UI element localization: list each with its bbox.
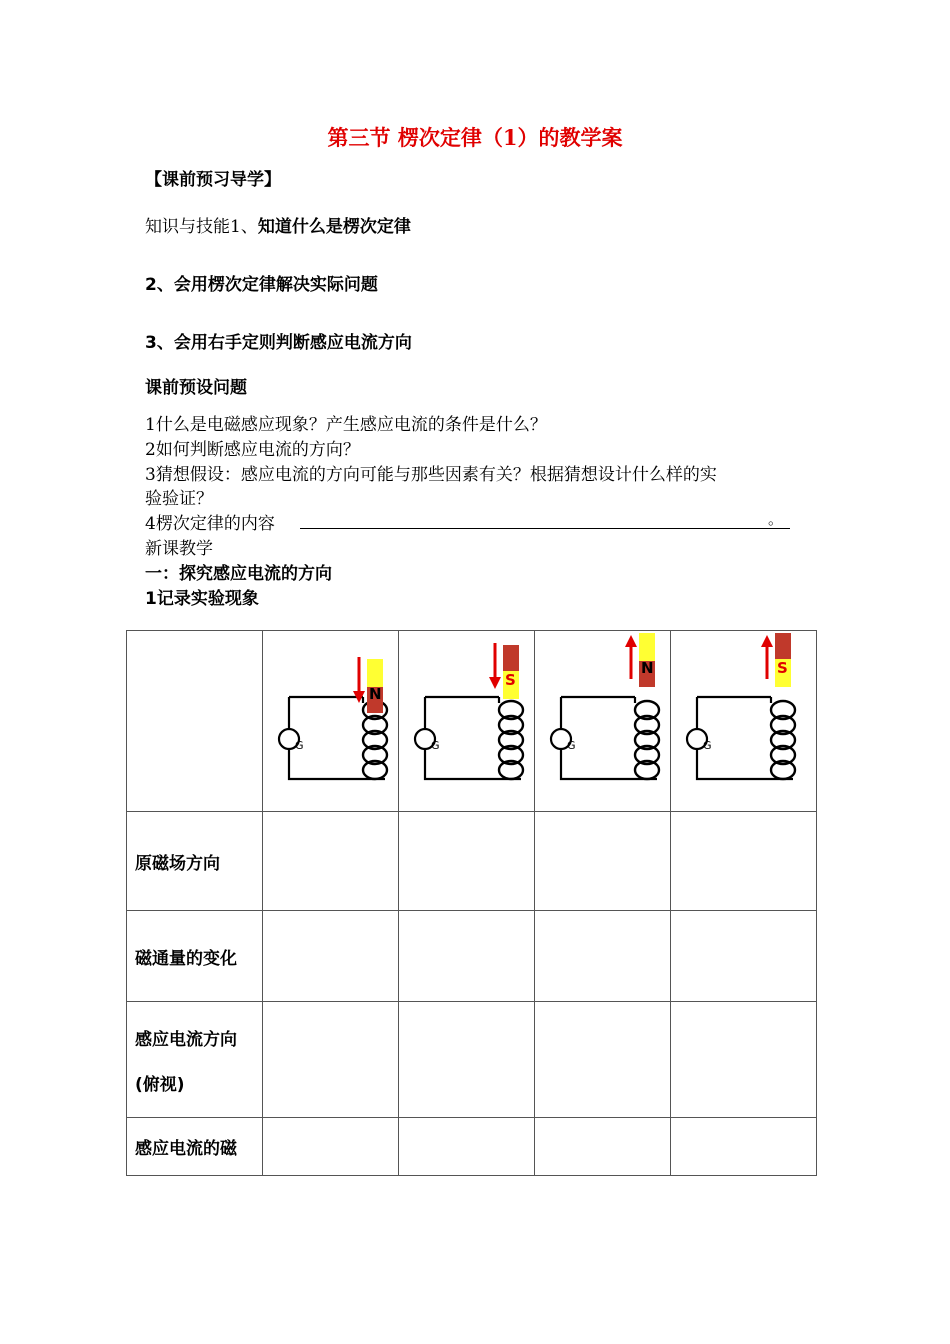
row-label-current-direction <box>127 1002 263 1118</box>
question-4-end: 。 <box>768 510 784 528</box>
circuit-wire <box>561 697 657 779</box>
answer-blank-line[interactable] <box>300 528 760 529</box>
table-row <box>127 1118 817 1176</box>
section-1-heading: 一：探究感应电流的方向 <box>145 564 332 584</box>
circuit-wire <box>697 697 793 779</box>
answer-cell[interactable] <box>671 1118 817 1176</box>
preset-heading: 课前预设问题 <box>145 378 247 398</box>
arrow-up-icon <box>761 635 773 647</box>
circuit-diagram-1 <box>263 631 399 807</box>
answer-cell[interactable] <box>671 911 817 1002</box>
circuit-diagram-2 <box>399 631 535 807</box>
experiment-cell-3 <box>535 631 671 812</box>
answer-cell[interactable] <box>399 911 535 1002</box>
answer-cell[interactable] <box>263 1002 399 1118</box>
question-4: 4楞次定律的内容 <box>145 514 275 534</box>
answer-cell[interactable] <box>399 1002 535 1118</box>
arrow-down-icon <box>489 677 501 689</box>
record-heading: 1记录实验现象 <box>145 589 259 609</box>
magnet-body <box>367 659 383 687</box>
row-label-induced-field: 感应电流的磁 <box>127 1118 263 1176</box>
magnet-pole-label: S <box>777 659 788 677</box>
question-1: 1什么是电磁感应现象？产生感应电流的条件是什么？ <box>145 415 547 435</box>
experiment-cell-4 <box>671 631 817 812</box>
row-label-current-direction-line1: 感应电流方向 <box>135 1029 237 1050</box>
magnet-body <box>775 633 791 659</box>
table-row <box>127 911 817 1002</box>
galvanometer-label: G <box>431 739 440 752</box>
row-label-current-direction-line2: (俯视) <box>135 1074 185 1095</box>
row-label-field-direction: 原磁场方向 <box>127 812 263 911</box>
answer-cell[interactable] <box>535 1002 671 1118</box>
experiment-table <box>126 630 817 1176</box>
magnet-body <box>503 645 519 671</box>
objective-1-prefix: 知识与技能1、 <box>145 217 258 237</box>
answer-cell[interactable] <box>535 1118 671 1176</box>
answer-cell[interactable] <box>671 812 817 911</box>
answer-cell[interactable] <box>399 1118 535 1176</box>
galvanometer-label: G <box>703 739 712 752</box>
question-3-cont: 验验证？ <box>145 489 213 509</box>
table-row <box>127 812 817 911</box>
preview-heading: 【课前预习导学】 <box>145 170 281 190</box>
magnet-pole-label: N <box>369 685 382 703</box>
objective-1-text: 知道什么是楞次定律 <box>257 217 411 237</box>
question-2: 2如何判断感应电流的方向？ <box>145 440 360 460</box>
galvanometer-label: G <box>567 739 576 752</box>
question-3: 3猜想假设：感应电流的方向可能与那些因素有关？根据猜想设计什么样的实 <box>145 465 717 485</box>
row-label-flux-change: 磁通量的变化 <box>127 911 263 1002</box>
answer-cell[interactable] <box>263 911 399 1002</box>
magnet-body <box>639 633 655 661</box>
table-cell-empty <box>127 631 263 812</box>
circuit-wire <box>425 697 521 779</box>
answer-cell[interactable] <box>535 911 671 1002</box>
page-title: 第三节 楞次定律（1）的教学案 <box>327 125 623 150</box>
table-row-diagrams <box>127 631 817 812</box>
galvanometer-label: G <box>295 739 304 752</box>
experiment-cell-1 <box>263 631 399 812</box>
answer-cell[interactable] <box>263 812 399 911</box>
objective-1 <box>145 212 411 237</box>
circuit-diagram-3 <box>535 631 671 807</box>
circuit-diagram-4 <box>671 631 817 807</box>
objective-2: 2、会用楞次定律解决实际问题 <box>145 275 378 295</box>
magnet-pole-label: S <box>505 671 516 689</box>
answer-cell[interactable] <box>399 812 535 911</box>
experiment-cell-2 <box>399 631 535 812</box>
answer-cell[interactable] <box>671 1002 817 1118</box>
answer-cell[interactable] <box>263 1118 399 1176</box>
table-row <box>127 1002 817 1118</box>
arrow-up-icon <box>625 635 637 647</box>
answer-cell[interactable] <box>535 812 671 911</box>
objective-3: 3、会用右手定则判断感应电流方向 <box>145 333 412 353</box>
new-lesson: 新课教学 <box>145 539 213 559</box>
magnet-pole-label: N <box>641 659 654 677</box>
